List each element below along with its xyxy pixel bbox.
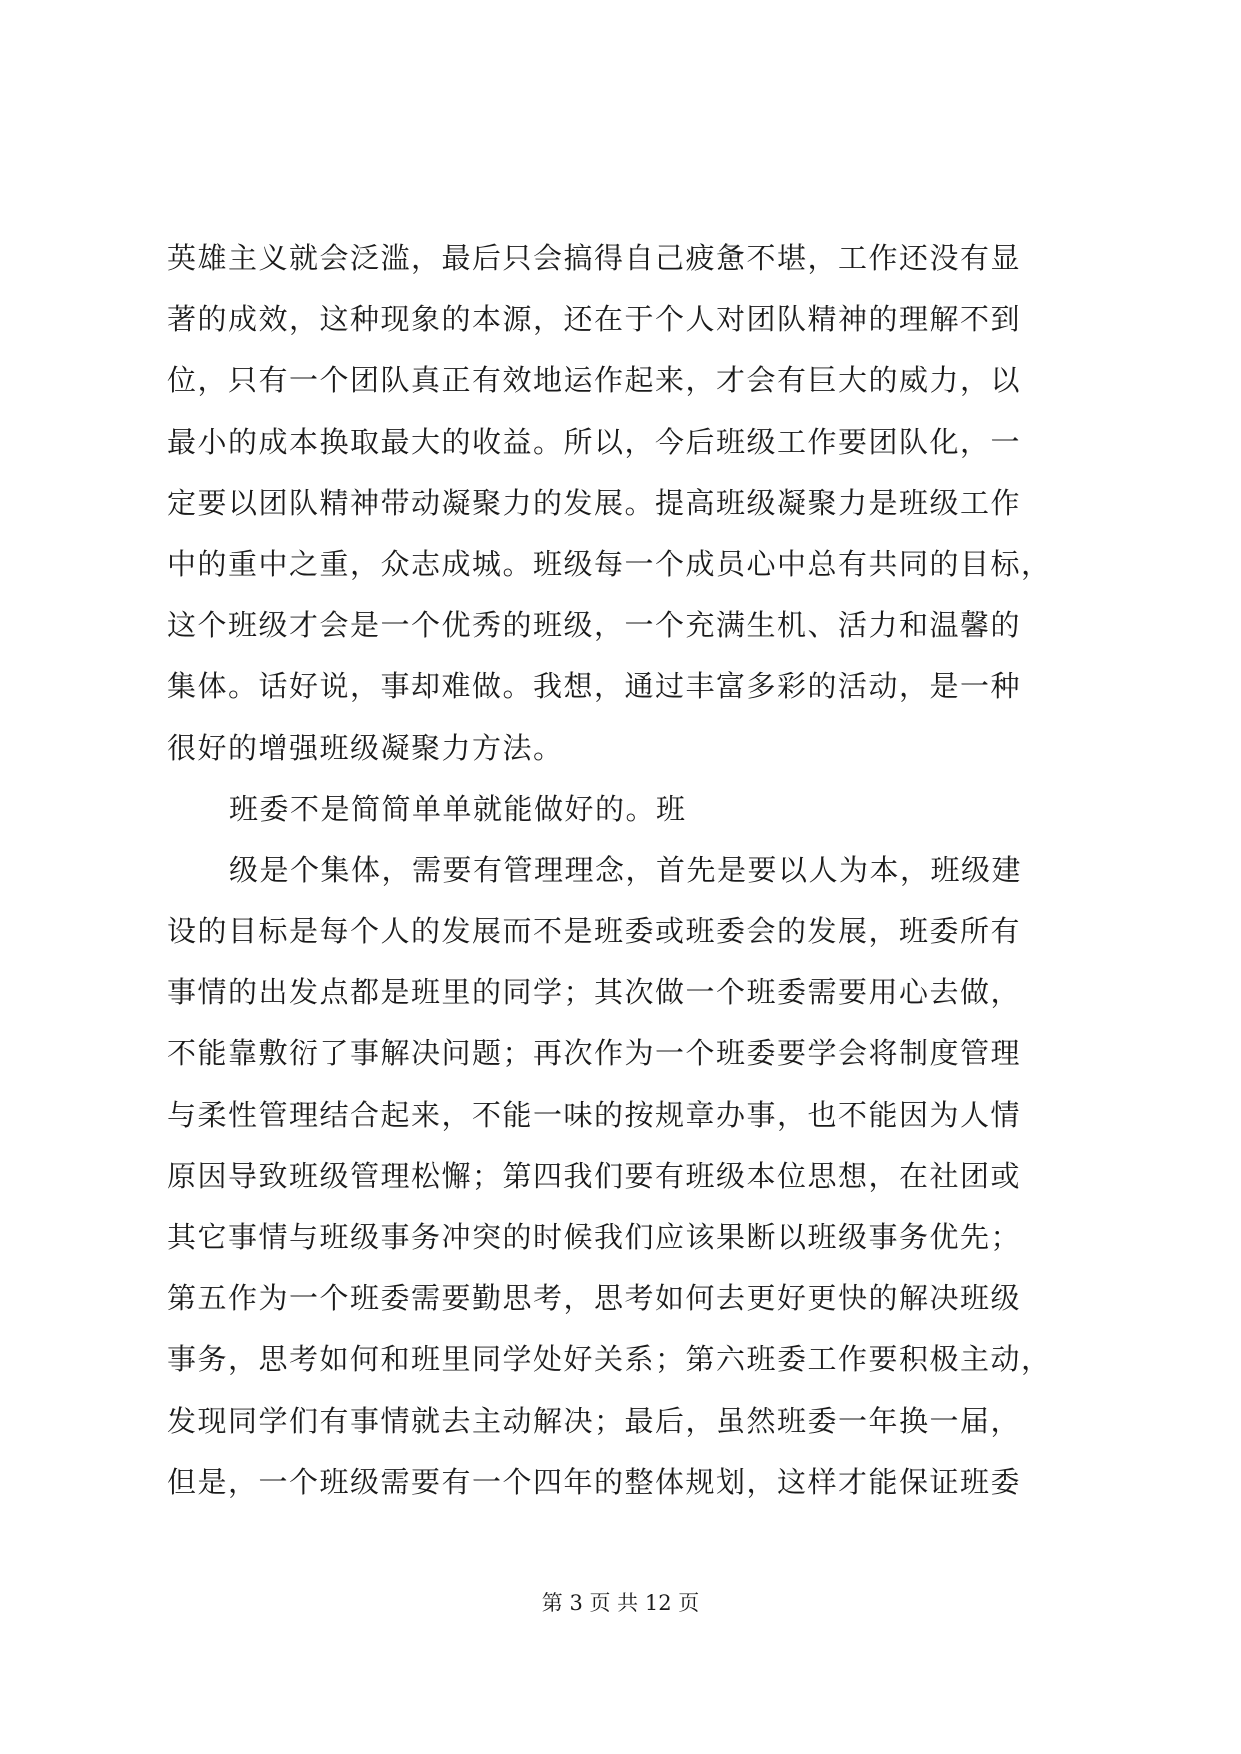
text-line-indented: 级是个集体，需要有管理理念，首先是要以人为本，班级建 [229, 852, 1023, 887]
text-line: 中的重中之重，众志成城。班级每一个成员心中总有共同的目标， [167, 546, 1052, 581]
text-line: 第五作为一个班委需要勤思考，思考如何去更好更快的解决班级 [167, 1281, 1022, 1316]
text-line: 很好的增强班级凝聚力方法。 [167, 730, 564, 765]
text-line: 设的目标是每个人的发展而不是班委或班委会的发展，班委所有 [167, 914, 1022, 949]
text-line: 集体。话好说，事却难做。我想，通过丰富多彩的活动，是一种 [167, 669, 1022, 704]
text-line: 发现同学们有事情就去主动解决；最后，虽然班委一年换一届， [167, 1403, 1022, 1438]
text-line: 著的成效，这种现象的本源，还在于个人对团队精神的理解不到 [167, 302, 1022, 337]
text-line: 英雄主义就会泛滥，最后只会搞得自己疲惫不堪，工作还没有显 [167, 241, 1022, 275]
text-line: 事情的出发点都是班里的同学；其次做一个班委需要用心去做， [167, 975, 1022, 1010]
text-line: 其它事情与班级事务冲突的时候我们应该果断以班级事务优先； [167, 1220, 1022, 1254]
page-number-footer: 第 3 页 共 12 页 [541, 1591, 700, 1615]
text-line: 这个班级才会是一个优秀的班级，一个充满生机、活力和温馨的 [167, 608, 1022, 643]
text-line: 不能靠敷衍了事解决问题；再次作为一个班委要学会将制度管理 [167, 1036, 1022, 1071]
text-line: 原因导致班级管理松懈；第四我们要有班级本位思想，在社团或 [167, 1158, 1022, 1193]
text-line-indented: 班委不是简简单单就能做好的。班 [229, 791, 687, 826]
text-line: 事务，思考如何和班里同学处好关系；第六班委工作要积极主动， [167, 1342, 1052, 1377]
text-line: 但是，一个班级需要有一个四年的整体规划，这样才能保证班委 [167, 1464, 1022, 1499]
text-line: 位，只有一个团队真正有效地运作起来，才会有巨大的威力，以 [167, 363, 1022, 398]
text-line: 与柔性管理结合起来，不能一味的按规章办事，也不能因为人情 [167, 1097, 1022, 1132]
text-line: 最小的成本换取最大的收益。所以，今后班级工作要团队化，一 [167, 424, 1022, 459]
text-line: 定要以团队精神带动凝聚力的发展。提高班级凝聚力是班级工作 [167, 485, 1022, 520]
document-body [167, 228, 1097, 1513]
